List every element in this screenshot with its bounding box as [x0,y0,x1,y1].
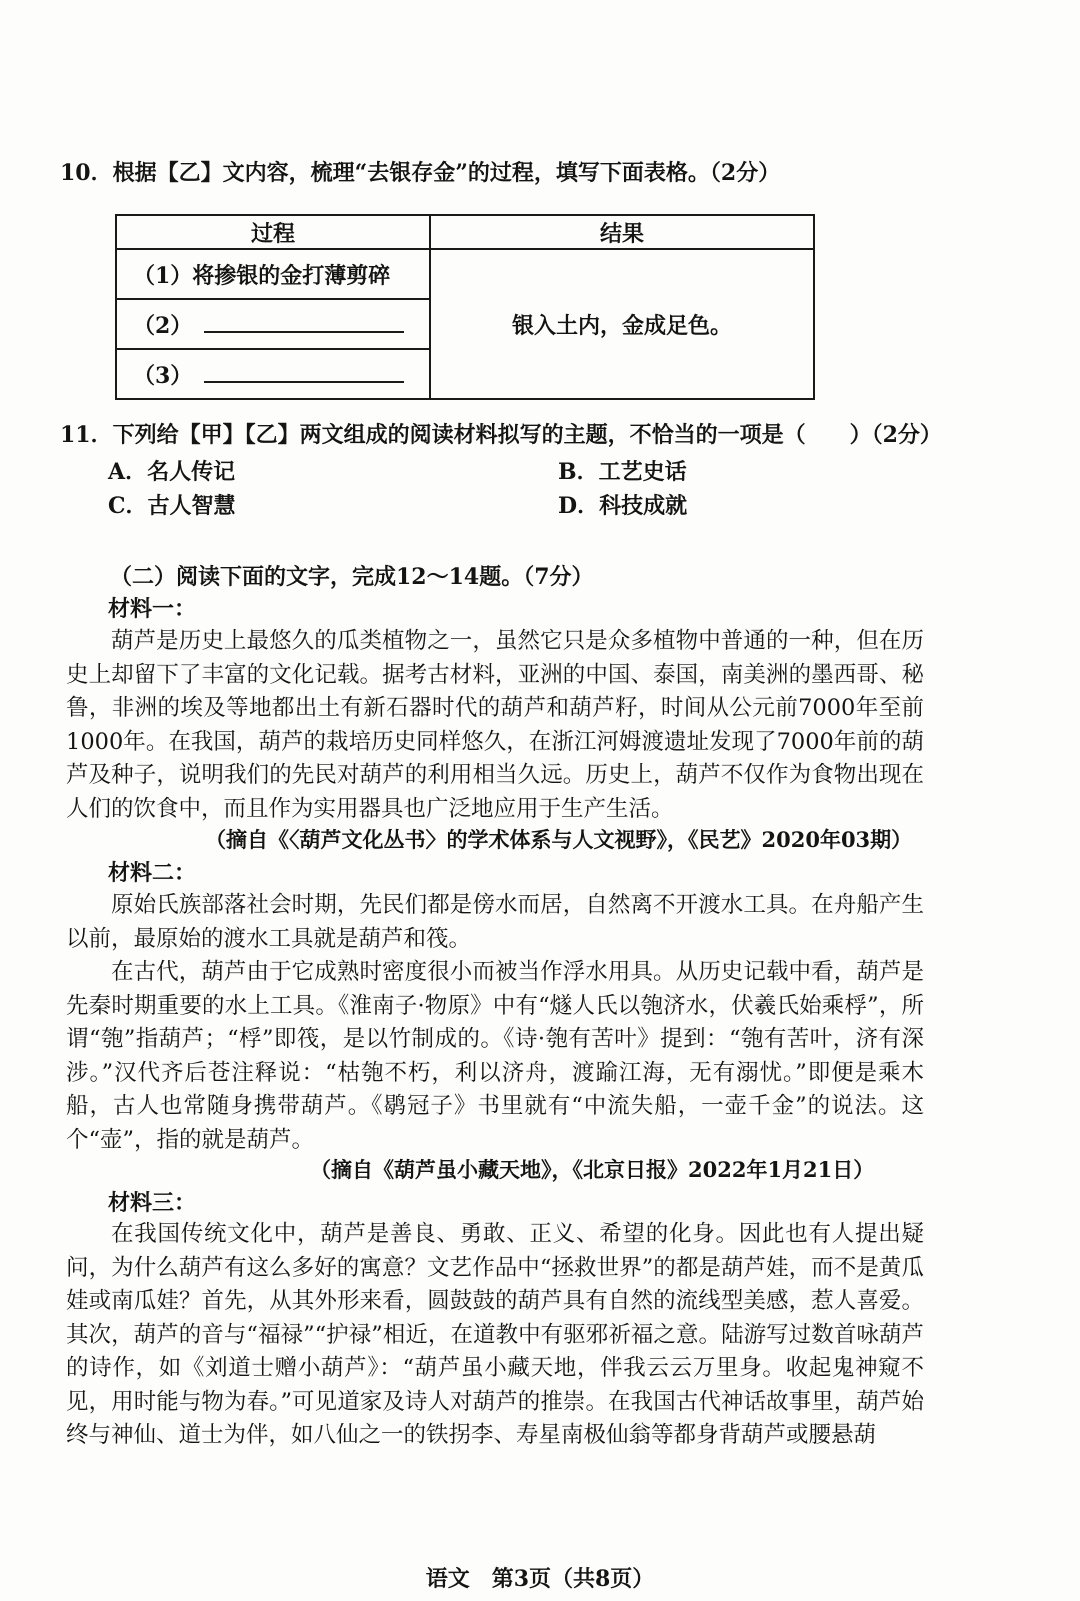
material-2-paragraph-2: 在古代，葫芦由于它成熟时密度很小而被当作浮水用具。从历史记载中看，葫芦是先秦时期重要的水上工具。《淮南子·物原》中有“燧人氏以匏济水，伏羲氏始乘桴”，所谓“匏”指葫芦；“桴”即筏，是以竹制成的。《诗·匏有苦叶》提到：“匏有苦叶，济有深涉。”汉代齐后苍注释说：“枯匏不朽，利以济舟，渡踰江海，无有溺忧。”即便是乘木船，古人也常随身携带葫芦。《鹖冠子》书里就有“中流失船，一壶千金”的说法。这个“壶”，指的就是葫芦。 [66,959,924,1153]
section-2-title: （二）阅读下面的文字，完成12～14题。（7分） [110,564,594,590]
option-d: D．科技成就 [558,493,688,519]
step-3-label: （3） [133,362,193,389]
material-1-text: 葫芦是历史上最悠久的瓜类植物之一，虽然它只是众多植物中普通的一种，但在历史上却留下了丰富的文化记载。据考古材料，亚洲的中国、泰国，南美洲的墨西哥、秘鲁，非洲的埃及等地都出土有新石器时代的葫芦和葫芦籽，时间从公元前7000年至前1000年。在我国，葫芦的栽培历史同样悠久，在浙江河姆渡遗址发现了7000年前的葫芦及种子，说明我们的先民对葫芦的利用相当久远。历史上，葫芦不仅作为食物出现在人们的饮食中，而且作为实用器具也广泛地应用于生产生活。 [66,628,924,822]
question-10: 10．根据【乙】文内容，梳理“去银存金”的过程，填写下面表格。（2分） [60,160,781,186]
option-a: A．名人传记 [108,459,236,485]
material-1-source: （摘自《〈葫芦文化丛书〉的学术体系与人文视野》，《民艺》2020年03期） [205,827,913,852]
step-2-label: （2） [133,312,193,339]
table-step-2 [116,299,430,349]
answer-blank-2[interactable] [204,313,404,333]
table-step-3 [116,349,430,399]
page-footer: 语文 第3页（共8页） [425,1566,655,1592]
table-header-process: 过程 [116,215,430,249]
process-table [115,214,815,400]
material-1-label: 材料一： [108,596,197,622]
table-header-result: 结果 [430,215,814,249]
table-step-1: （1）将掺银的金打薄剪碎 [116,249,430,299]
material-2-paragraph-1: 原始氏族部落社会时期，先民们都是傍水而居，自然离不开渡水工具。在舟船产生以前，最原始的渡水工具就是葫芦和筏。 [66,892,924,952]
material-2-source: （摘自《葫芦虽小藏天地》，《北京日报》2022年1月21日） [310,1157,875,1182]
material-3-text: 在我国传统文化中，葫芦是善良、勇敢、正义、希望的化身。因此也有人提出疑问，为什么葫芦有这么多好的寓意？文艺作品中“拯救世界”的都是葫芦娃，而不是黄瓜娃或南瓜娃？首先，从其外形来看，圆鼓鼓的葫芦具有自然的流线型美感，惹人喜爱。其次，葫芦的音与“福禄”“护禄”相近，在道教中有驱邪祈福之意。陆游写过数首咏葫芦的诗作，如《刘道士赠小葫芦》：“葫芦虽小藏天地，伴我云云万里身。收起鬼神窥不见，用时能与物为春。”可见道家及诗人对葫芦的推崇。在我国古代神话故事里，葫芦始终与神仙、道士为伴，如八仙之一的铁拐李、寿星南极仙翁等都身背葫芦或腰悬葫 [66,1221,924,1448]
option-b: B．工艺史话 [558,459,687,485]
material-2-label: 材料二： [108,860,197,886]
option-c: C．古人智慧 [108,493,236,519]
material-3-label: 材料三： [108,1190,197,1216]
answer-blank-3[interactable] [204,363,404,383]
table-result: 银入土内，金成足色。 [430,249,814,399]
question-11: 11．下列给【甲】【乙】两文组成的阅读材料拟写的主题，不恰当的一项是（ ）（2分） [60,422,942,448]
